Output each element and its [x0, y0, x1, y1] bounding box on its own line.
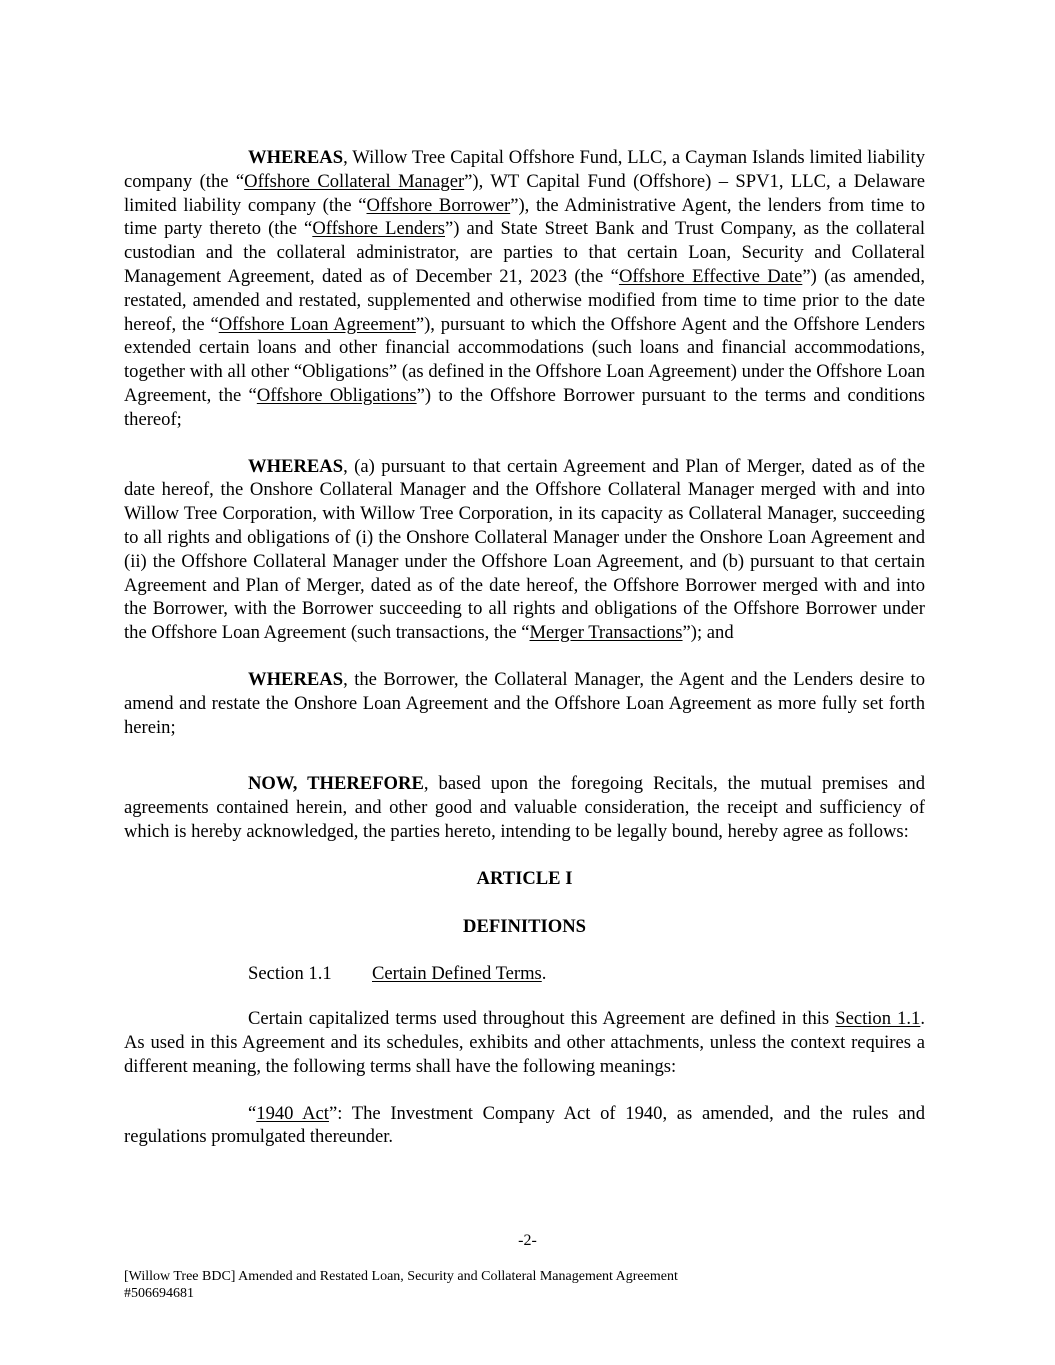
text-run: ”) and State Street Bank and Trust Company, as the collateral custodian and the collateral administrator, are parties to that certain Loan, Security and Collateral Management Agreement, dated as of December 21, 2023 (the “ — [124, 218, 925, 287]
text-run: ”), pursuant to which the Offshore Agent and the Offshore Lenders extended certain loans and other financial accommodations (such loans and financial accommodations, together with all other “Obligations” (as defined in the Offshore Loan Agreement) under the Offshore Loan Agreement, the “ — [124, 313, 926, 406]
text-run: , (a) pursuant to that certain Agreement and Plan of Merger, dated as of the date hereof, the Onshore Collateral Manager and the Offshore Collateral Manager merged with and into Willow Tree Corporation, with Willow Tree Corporation, in its capacity as Collateral Manager, succeeding to all rights and obligations of (i) the Onshore Collateral Manager under the Onshore Loan Agreement and (ii) the Offshore Collateral Manager under the Offshore Loan Agreement, and (b) pursuant to that certain Agreement and Plan of Merger, dated as of the date hereof, the Offshore Borrower merged with and into the Borrower, with the Borrower succeeding to all rights and obligations of the Offshore Borrower under the Offshore Loan Agreement (such transactions, the “ — [124, 455, 925, 644]
definitions-intro-text — [124, 1008, 925, 1077]
definitions-intro-paragraph — [124, 1007, 925, 1078]
operative-clause-paragraph — [124, 772, 925, 843]
section-number: Section 1.1 — [248, 963, 332, 985]
recital-lead: WHEREAS — [248, 455, 344, 477]
footer-title: [Willow Tree BDC] Amended and Restated Loan, Security and Collateral Management Agreement — [124, 1269, 678, 1284]
recital-lead: WHEREAS — [248, 668, 344, 690]
recital-paragraph-3 — [124, 668, 925, 739]
defined-term: Offshore Lenders — [312, 218, 446, 240]
text-run: , the Borrower, the Collateral Manager, the Agent and the Lenders desire to amend and restate the Onshore Loan Agreement and the Offshore Loan Agreement as more fully set forth herein; — [124, 668, 925, 738]
defined-term: Section 1.1 — [835, 1008, 921, 1030]
section-title-suffix: . — [541, 963, 547, 985]
recital-text — [124, 669, 925, 738]
recital-paragraph-1 — [124, 146, 925, 432]
recital-lead: WHEREAS — [248, 147, 344, 168]
defined-term: Merger Transactions — [529, 622, 683, 644]
section-title: Certain Defined Terms — [372, 963, 542, 985]
recital-text — [124, 456, 925, 644]
document-page — [124, 146, 925, 1149]
recital-text — [124, 147, 925, 430]
recital-paragraph-2 — [124, 455, 925, 645]
page-number: -2- — [518, 1232, 537, 1249]
text-run: , Willow Tree Capital Offshore Fund, LLC, a Cayman Islands limited liability company (the “ — [124, 147, 925, 192]
operative-text — [124, 773, 925, 842]
text-run: ”), WT Capital Fund (Offshore) – SPV1, LLC, a Delaware limited liability company (the “ — [124, 170, 925, 216]
footer-document-id: #506694681 — [124, 1286, 194, 1301]
definition-text — [124, 1103, 925, 1148]
defined-term: Offshore Loan Agreement — [218, 313, 416, 335]
article-number: ARTICLE I — [476, 867, 573, 889]
text-run: ”), the Administrative Agent, the lenders from time to time party thereto (the “ — [124, 194, 925, 240]
text-run: ”: The Investment Company Act of 1940, as amended, and the rules and regulations promulgated thereunder. — [124, 1102, 925, 1148]
defined-term: 1940 Act — [256, 1102, 329, 1124]
defined-term: Offshore Collateral Manager — [244, 170, 465, 192]
defined-term: Offshore Borrower — [366, 194, 511, 216]
text-run: “ — [248, 1102, 257, 1124]
document-footer — [124, 1268, 678, 1302]
text-run: . As used in this Agreement and its schedules, exhibits and other attachments, unless the context requires a different meaning, the following terms shall have the following meanings: — [124, 1008, 925, 1077]
definition-1940-act — [124, 1102, 925, 1150]
section-heading — [248, 962, 925, 986]
text-run: ”) (as amended, restated, amended and restated, supplemented and otherwise modified from time to time prior to the date hereof, the “ — [124, 265, 925, 335]
operative-lead: NOW, THEREFORE — [248, 773, 424, 795]
defined-term: Offshore Effective Date — [618, 265, 803, 287]
text-run: Certain capitalized terms used throughout this Agreement are defined in this — [248, 1008, 836, 1030]
text-run: ”); and — [682, 622, 734, 644]
text-run: , based upon the foregoing Recitals, the mutual premises and agreements contained herein, and other good and valuable consideration, the receipt and sufficiency of which is hereby acknowledged, the parties hereto, intending to be legally bound, hereby agree as follows: — [124, 773, 925, 842]
text-run: ”) to the Offshore Borrower pursuant to the terms and conditions thereof; — [124, 384, 926, 430]
defined-term: Offshore Obligations — [256, 384, 417, 406]
article-title: DEFINITIONS — [463, 915, 586, 937]
